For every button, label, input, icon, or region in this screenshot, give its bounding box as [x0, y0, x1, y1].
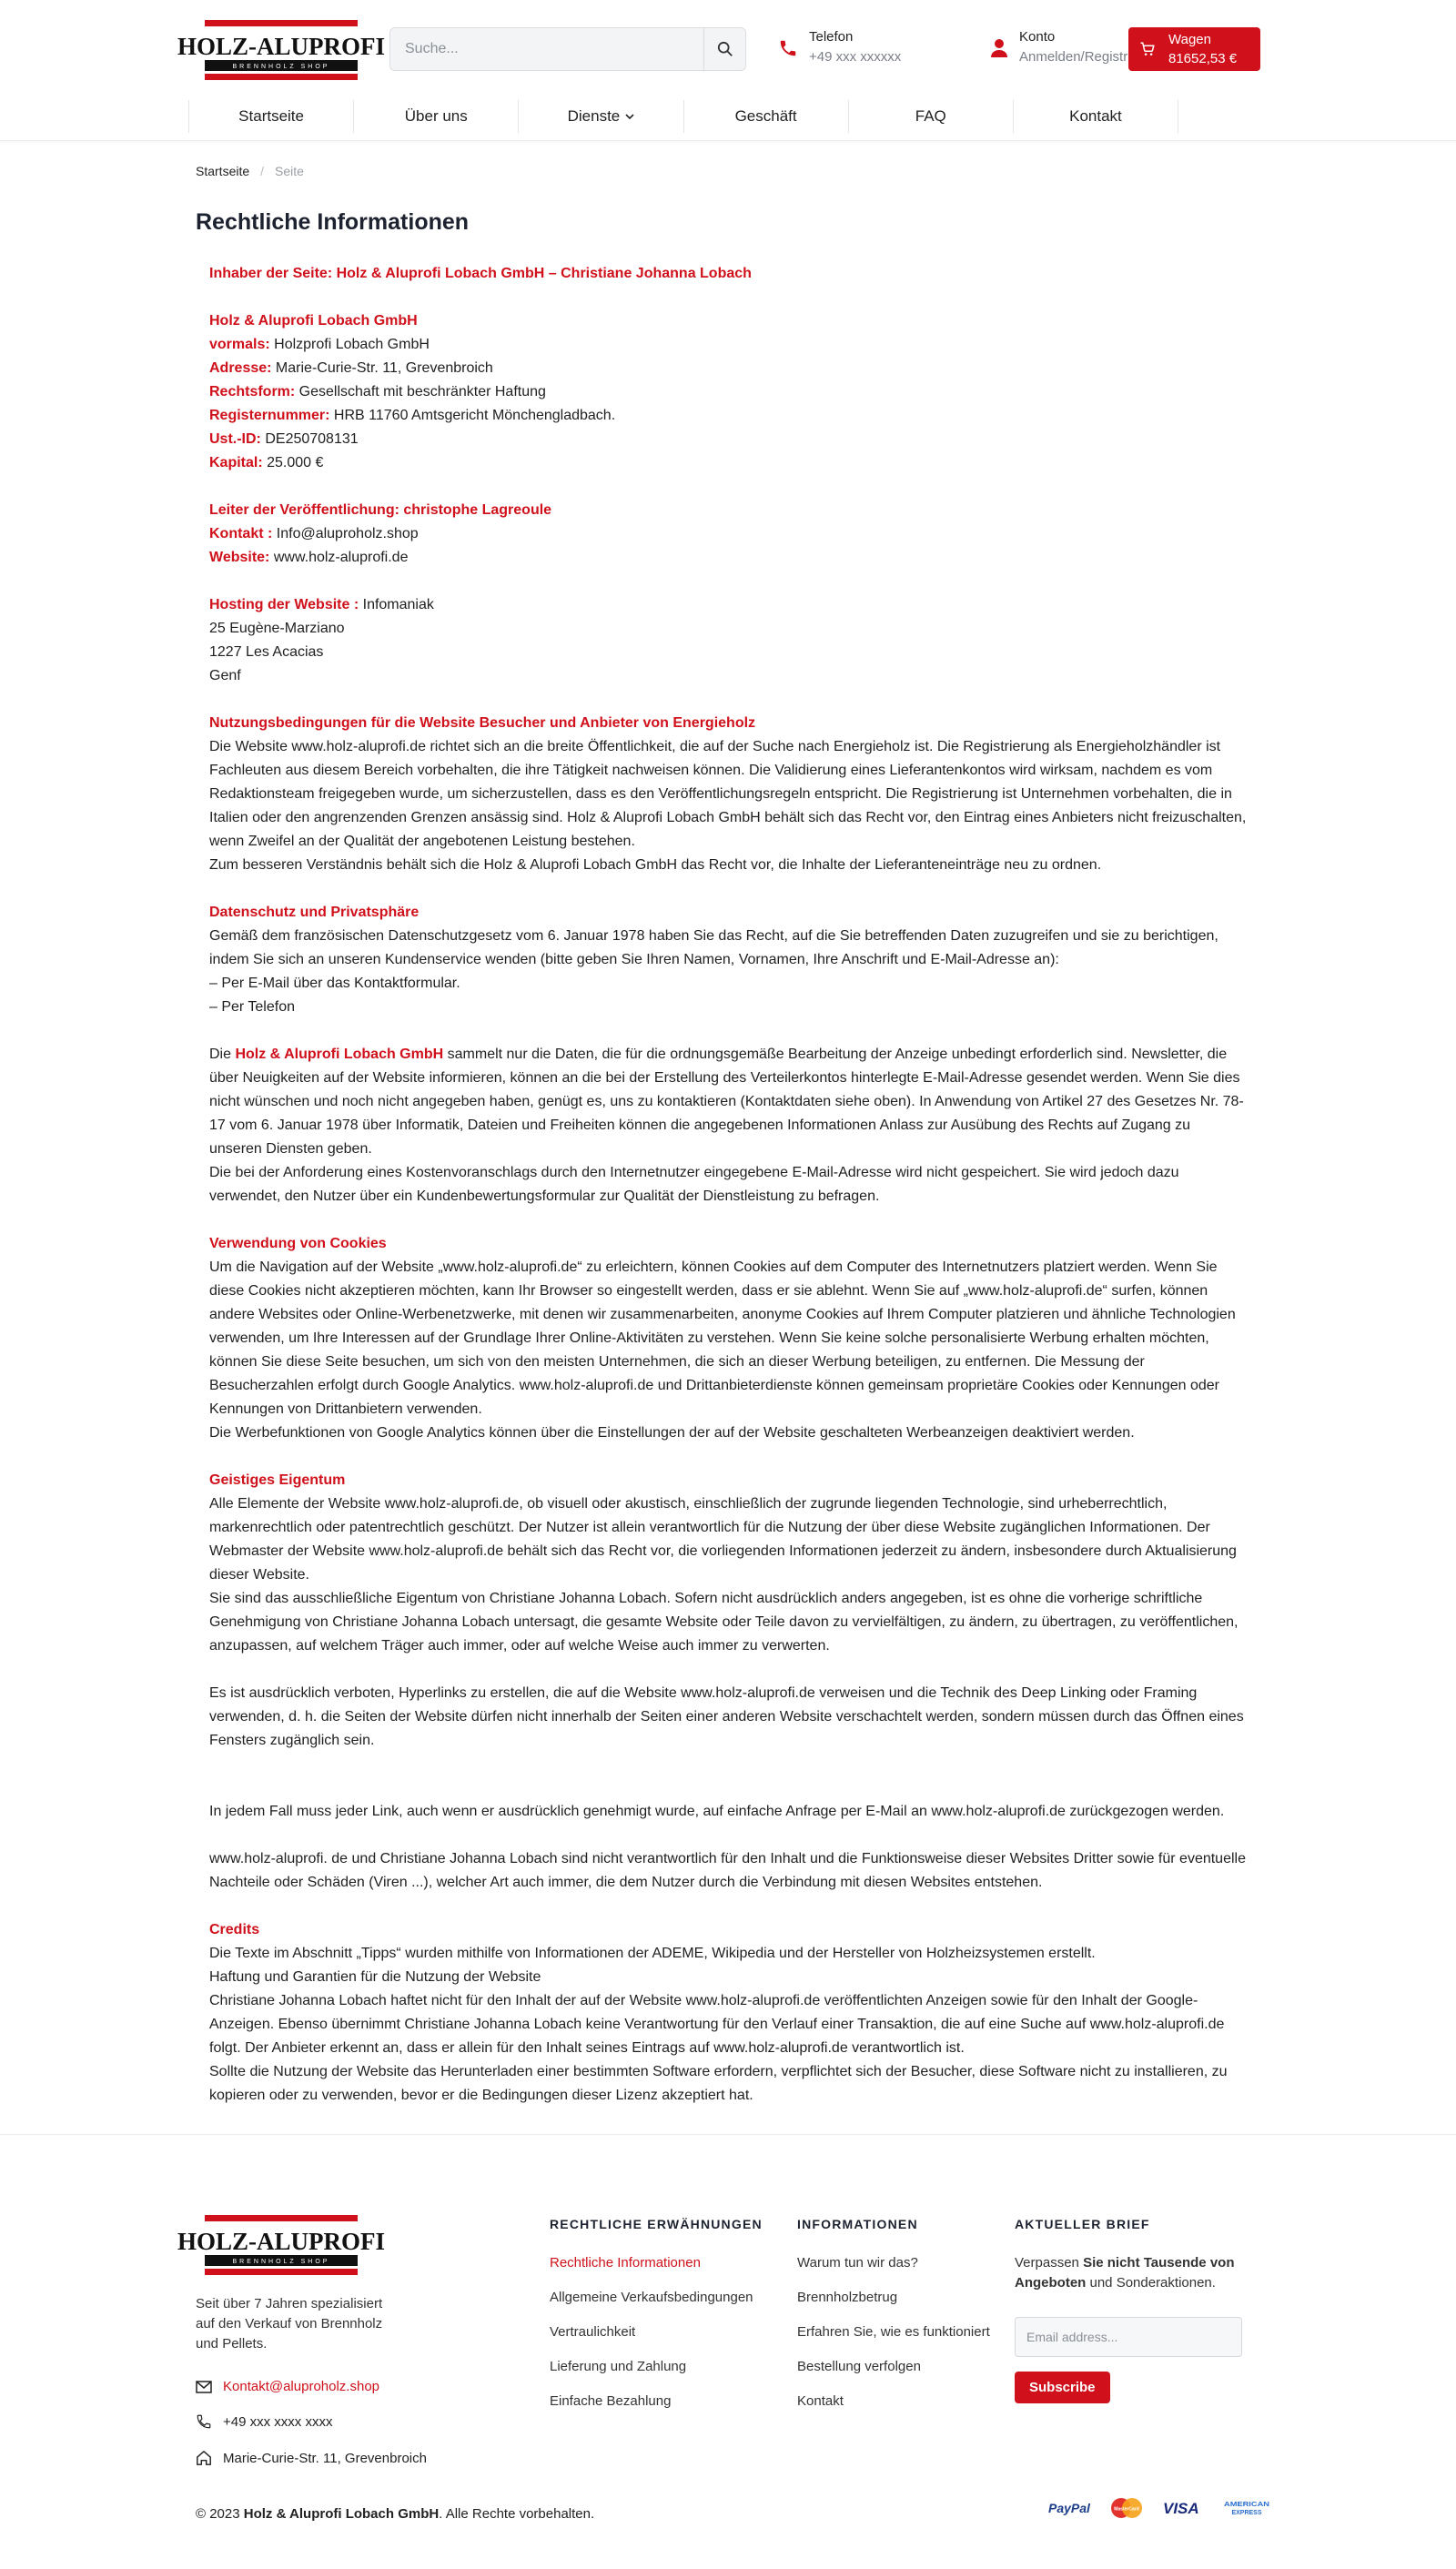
nav-faq[interactable] [848, 100, 1013, 133]
header-phone[interactable] [778, 27, 901, 67]
site-logo[interactable] [177, 20, 386, 80]
american-express-icon [1223, 2498, 1270, 2518]
svg-text:VISA: VISA [1163, 2500, 1199, 2517]
footer-link-easy-payment[interactable]: Einfache Bezahlung [550, 2393, 672, 2409]
footer-link-legal-info[interactable]: Rechtliche Informationen [550, 2255, 701, 2271]
hosting-address-2: 1227 Les Acacias [209, 644, 324, 660]
formerly-row: vormals: Holzprofi Lobach GmbH [209, 337, 430, 352]
privacy-paragraph: Die Holz & Aluprofi Lobach GmbH sammelt nur die Daten, die für die ordnungsgemäße Bearbeitung der Anzeige unbedingt erforderlich sind. Newsletter, die über Neuigkeiten auf der Website informieren, können an die bei der Erstellung des Verteilerkontos hinterlegte E-Mail-Adresse gesendet werden. Wenn Sie dies nicht wünschen und noch nicht angegeben haben, genügt es, uns zu kontaktieren (Kontaktdaten siehe oben). In Anwendung von Artikel 27 des Gesetzes Nr. 78-17 vom 6. Januar 1978 über Informatik, Dateien und Freiheiten können die angegebenen Informationen Anlass zur Ausübung des Rechts auf Zugang zu unseren Diensten geben. [209, 1047, 1244, 1157]
footer-address-text: Marie-Curie-Str. 11, Grevenbroich [223, 2450, 427, 2466]
nav-about[interactable] [353, 100, 518, 133]
ip-paragraph: Es ist ausdrücklich verboten, Hyperlinks zu erstellen, die auf die Website www.holz-aluprofi.de verweisen und die Technik des Deep Linking oder Framing verwenden, d. h. die Seiten der Website dürfen nicht innerhalb der Seiten einer anderen Website verschachtelt werden, sondern müssen durch das Öffnen eines Fensters zugänglich sein. [209, 1685, 1244, 1748]
credits-paragraph: Die Texte im Abschnitt „Tipps“ wurden mithilfe von Informationen der ADEME, Wikipedia und der Hersteller von Holzheizsystemen erstellt. [209, 1946, 1096, 1961]
breadcrumb [196, 164, 304, 178]
svg-text:HOLZ-ALUPROFI: HOLZ-ALUPROFI [177, 33, 386, 60]
footer-phone[interactable] [196, 2413, 332, 2430]
owner-line: Inhaber der Seite: Holz & Aluprofi Lobach GmbH – Christiane Johanna Lobach [209, 266, 752, 281]
footer-link-fraud[interactable]: Brennholzbetrug [797, 2290, 898, 2305]
terms-heading: Nutzungsbedingungen für die Website Besucher und Anbieter von Energieholz [209, 715, 756, 731]
footer-column-title: INFORMATIONEN [797, 2217, 918, 2231]
company-name: Holz & Aluprofi Lobach GmbH [209, 313, 418, 329]
search-bar [389, 27, 746, 71]
hosting-address-3: Genf [209, 668, 241, 683]
cookies-paragraph: Um die Navigation auf der Website „www.holz-aluprofi.de“ zu erleichtern, können Cookies auf dem Computer des Internetnutzers platziert werden. Wenn Sie diese Cookies nicht akzeptieren möchten, kann Ihr Browser so eingestellt werden, dass er sie ablehnt. Wenn Sie auf „www.holz-aluprofi.de“ surfen, können andere Websites oder Online-Werbenetzwerke, mit denen wir zusammenarbeiten, anonyme Cookies auf Ihrem Computer platzieren und ähnliche Technologien verwenden, um Ihre Interessen auf der Grundlage Ihrer Online-Aktivitäten zu verstehen. Wenn Sie keine solche personalisierte Werbung erhalten möchten, können Sie diese Seite besuchen, um sich von den meisten Unternehmen, die sich an dieser Werbung beteiligen, zu entfernen. Die Messung der Besucherzahlen erfolgt durch Google Analytics. www.holz-aluprofi.de und Drittanbieterdienste können gemeinsam proprietäre Cookies oder Kennungen oder Kennungen von Drittanbietern verwenden. [209, 1259, 1236, 1417]
ip-heading: Geistiges Eigentum [209, 1472, 346, 1488]
privacy-paragraph: Die bei der Anforderung eines Kostenvoranschlags durch den Internetnutzer eingegebene E-Mail-Adresse wird nicht gespeichert. Sie wird jedoch dazu verwendet, den Nutzer über ein Kundenbewertungsformular zur Qualität der Dienstleistung zu befragen. [209, 1165, 1179, 1204]
footer-description: Seit über 7 Jahren spezialisiert auf den Verkauf von Brennholz und Pellets. [196, 2296, 383, 2352]
svg-text:EXPRESS: EXPRESS [1231, 2510, 1262, 2516]
footer-email-text: Kontakt@aluproholz.shop [223, 2379, 380, 2394]
footer-phone-text: +49 xxx xxxx xxxx [223, 2413, 333, 2430]
vat-row: Ust.-ID: DE250708131 [209, 431, 359, 447]
svg-text:HOLZ-ALUPROFI: HOLZ-ALUPROFI [177, 2228, 386, 2255]
site-footer [0, 2134, 1456, 2569]
ip-paragraph: Sie sind das ausschließliche Eigentum von Christiane Johanna Lobach. Sofern nicht ausdrücklich anders angegeben, ist es ohne die vorherige schriftliche Genehmigung von Christiane Johanna Lobach untersagt, die gesamte Website oder Teile davon zu vervielfältigen, zu ändern, zu übertragen, zu veröffentlichen, anzupassen, auf welchem Träger auch immer, oder auf welche Weise auch immer zu verwerten. [209, 1591, 1239, 1654]
publisher-line: Leiter der Veröffentlichung: christophe Lagreoule [209, 502, 552, 518]
footer-legal-column [550, 2217, 763, 2426]
svg-text:AMERICAN: AMERICAN [1224, 2502, 1269, 2508]
footer-link-how-it-works[interactable]: Erfahren Sie, wie es funktioniert [797, 2324, 990, 2340]
site-header [0, 0, 1456, 141]
footer-link-terms[interactable]: Allgemeine Verkaufsbedingungen [550, 2290, 753, 2305]
legal-content [209, 262, 1247, 2108]
home-icon [196, 2450, 212, 2466]
footer-newsletter [1015, 2217, 1247, 2403]
newsletter-text: Verpassen Sie nicht Tausende von Angeboten und Sonderaktionen. [1015, 2255, 1235, 2291]
account-login-link[interactable]: Anmelden/Registr [1019, 49, 1128, 65]
nav-label: Kontakt [1069, 107, 1122, 125]
ip-paragraph: www.holz-aluprofi. de und Christiane Johanna Lobach sind nicht verantwortlich für den Inhalt und die Funktionsweise dieser Websites Dritter sowie für eventuelle Nachteile oder Schäden (Viren ...), welcher Art auch immer, die dem Nutzer durch die Verbindung mit diesen Websites entstehen. [209, 1851, 1246, 1890]
account-label: Konto [1019, 29, 1056, 45]
paypal-icon [1048, 2500, 1090, 2516]
credits-paragraph: Christiane Johanna Lobach haftet nicht für den Inhalt der auf der Website www.holz-aluprofi.de veröffentlichten Anzeigen sowie für den Inhalt der Google-Anzeigen. Ebenso übernimmt Christiane Johanna Lobach keine Verantwortung für den Verlauf einer Transaktion, die auf eine Suche auf www.holz-aluprofi.de folgt. Der Anbieter erkennt an, dass er allein für den Inhalt seines Eintrags auf www.holz-aluprofi.de verantwortlich ist. [209, 1993, 1225, 2056]
ip-paragraph: Alle Elemente der Website www.holz-aluprofi.de, ob visuell oder akustisch, einschließlich der zugrunde liegenden Technologie, sind urheberrechtlich, markenrechtlich oder patentrechtlich geschützt. Der Nutzer ist allein verantwortlich für die Nutzung der über diese Website zugänglichen Informationen. Der Webmaster der Website www.holz-aluprofi.de behält sich das Recht vor, die vorliegenden Informationen jederzeit zu ändern, insbesondere durch Aktualisierung dieser Website. [209, 1496, 1237, 1583]
page-title: Rechtliche Informationen [196, 209, 470, 235]
capital-row: Kapital: 25.000 € [209, 455, 324, 470]
breadcrumb-separator: / [260, 164, 265, 178]
svg-text:MasterCard: MasterCard [1114, 2506, 1139, 2513]
nav-services[interactable] [518, 100, 682, 133]
footer-link-delivery[interactable]: Lieferung und Zahlung [550, 2359, 687, 2374]
hosting-row: Hosting der Website : Infomaniak [209, 597, 434, 612]
nav-label: Geschäft [734, 107, 797, 125]
subscribe-button[interactable]: Subscribe [1015, 2372, 1110, 2403]
mastercard-icon [1108, 2497, 1145, 2519]
privacy-paragraph: Gemäß dem französischen Datenschutzgesetz vom 6. Januar 1978 haben Sie das Recht, auf die Sie betreffenden Daten zuzugreifen und sie zu berichtigen, indem Sie sich an unseren Kundenservice wenden (bitte geben Sie Ihren Namen, Vornamen, Ihre Anschrift und E-Mail-Adresse an): [209, 928, 1218, 967]
website-row: Website: www.holz-aluprofi.de [209, 550, 409, 565]
footer-link-why[interactable]: Warum tun wir das? [797, 2255, 918, 2271]
search-button[interactable] [703, 28, 745, 70]
footer-email[interactable] [196, 2379, 379, 2394]
cookies-paragraph: Die Werbefunktionen von Google Analytics können über die Einstellungen der auf der Website geschalteten Werbeanzeigen deaktiviert werden. [209, 1425, 1135, 1441]
phone-label: Telefon [809, 29, 854, 45]
phone-number: +49 xxx xxxxxx [809, 49, 902, 65]
nav-label: Startseite [238, 107, 304, 125]
nav-contact[interactable] [1013, 100, 1178, 133]
cart-icon [1139, 41, 1156, 57]
payment-methods [1048, 2497, 1270, 2519]
footer-link-privacy[interactable]: Vertraulichkeit [550, 2324, 636, 2340]
cart-button[interactable] [1128, 27, 1260, 71]
privacy-bullet: – Per E-Mail über das Kontaktformular. [209, 976, 460, 991]
footer-column-title: AKTUELLER BRIEF [1015, 2217, 1150, 2231]
terms-paragraph: Zum besseren Verständnis behält sich die Holz & Aluprofi Lobach GmbH das Recht vor, die Inhalte der Lieferanteneinträge neu zu ordnen. [209, 857, 1102, 873]
search-icon [717, 41, 733, 57]
nav-home[interactable] [188, 100, 353, 133]
breadcrumb-home[interactable]: Startseite [196, 164, 250, 178]
privacy-bullet: – Per Telefon [209, 999, 295, 1015]
header-account[interactable] [990, 27, 1127, 67]
mail-icon [196, 2381, 212, 2393]
register-row: Registernummer: HRB 11760 Amtsgericht Mönchengladbach. [209, 408, 616, 423]
cookies-heading: Verwendung von Cookies [209, 1236, 387, 1251]
cart-label: Wagen [1168, 32, 1211, 47]
chevron-down-icon [625, 112, 634, 121]
search-input[interactable] [390, 28, 703, 70]
legal-form-row: Rechtsform: Gesellschaft mit beschränkter Haftung [209, 384, 546, 400]
hosting-address-1: 25 Eugène-Marziano [209, 621, 345, 636]
footer-link-track-order[interactable]: Bestellung verfolgen [797, 2359, 921, 2374]
user-icon [990, 38, 1008, 58]
copyright: © 2023 Holz & Aluprofi Lobach GmbH. Alle Rechte vorbehalten. [196, 2506, 595, 2522]
nav-label: Über uns [404, 107, 468, 125]
footer-column-title: RECHTLICHE ERWÄHNUNGEN [550, 2217, 763, 2231]
privacy-heading: Datenschutz und Privatsphäre [209, 905, 420, 920]
visa-icon [1163, 2500, 1205, 2516]
footer-info-column [797, 2217, 990, 2426]
main-nav [188, 100, 1178, 133]
nav-label: FAQ [915, 107, 946, 125]
address-row: Adresse: Marie-Curie-Str. 11, Grevenbroich [209, 360, 493, 376]
newsletter-email-input[interactable] [1015, 2317, 1242, 2357]
breadcrumb-current: Seite [275, 164, 304, 178]
phone-icon [778, 38, 798, 58]
credits-paragraph: Haftung und Garantien für die Nutzung der Website [209, 1969, 541, 1985]
cart-total: 81652,53 € [1168, 51, 1238, 66]
contact-row: Kontakt : Info@aluproholz.shop [209, 526, 419, 541]
footer-link-contact[interactable]: Kontakt [797, 2393, 844, 2409]
phone-icon [196, 2413, 212, 2430]
credits-heading: Credits [209, 1922, 260, 1937]
svg-text:PayPal: PayPal [1048, 2501, 1090, 2515]
ip-paragraph: In jedem Fall muss jeder Link, auch wenn er ausdrücklich genehmigt wurde, auf einfache Anfrage per E-Mail an www.holz-aluprofi.de zurückgezogen werden. [209, 1804, 1225, 1819]
footer-address [196, 2450, 427, 2466]
nav-shop[interactable] [683, 100, 848, 133]
svg-text:BRENNHOLZ SHOP: BRENNHOLZ SHOP [232, 2259, 330, 2265]
nav-label: Dienste [567, 107, 621, 125]
footer-logo[interactable] [177, 2215, 386, 2275]
terms-paragraph: Die Website www.holz-aluprofi.de richtet sich an die breite Öffentlichkeit, die auf der Suche nach Energieholz ist. Die Registrierung als Energieholzhändler ist Fachleuten aus diesem Bereich vorbehalten, die ihre Tätigkeit nachweisen können. Die Validierung eines Lieferantenkontos wird wirksam, nachdem es vom Redaktionsteam freigegeben wurde, um sicherzustellen, dass es den Veröffentlichungsregeln entspricht. Die Registrierung ist Unternehmen vorbehalten, die in Italien oder den angrenzenden Grenzen ansässig sind. Holz & Aluprofi Lobach GmbH behält sich das Recht vor, den Eintrag eines Anbieters nicht freizuschalten, wenn Zweifel an der Qualität der angebotenen Leistung bestehen. [209, 739, 1247, 849]
credits-paragraph: Sollte die Nutzung der Website das Herunterladen einer bestimmten Software erfordern, verpflichtet sich der Besucher, diese Software nicht zu installieren, zu kopieren oder zu verwenden, bevor er die Bedingungen dieser Lizenz akzeptiert hat. [209, 2064, 1228, 2103]
svg-text:BRENNHOLZ SHOP: BRENNHOLZ SHOP [232, 64, 330, 70]
